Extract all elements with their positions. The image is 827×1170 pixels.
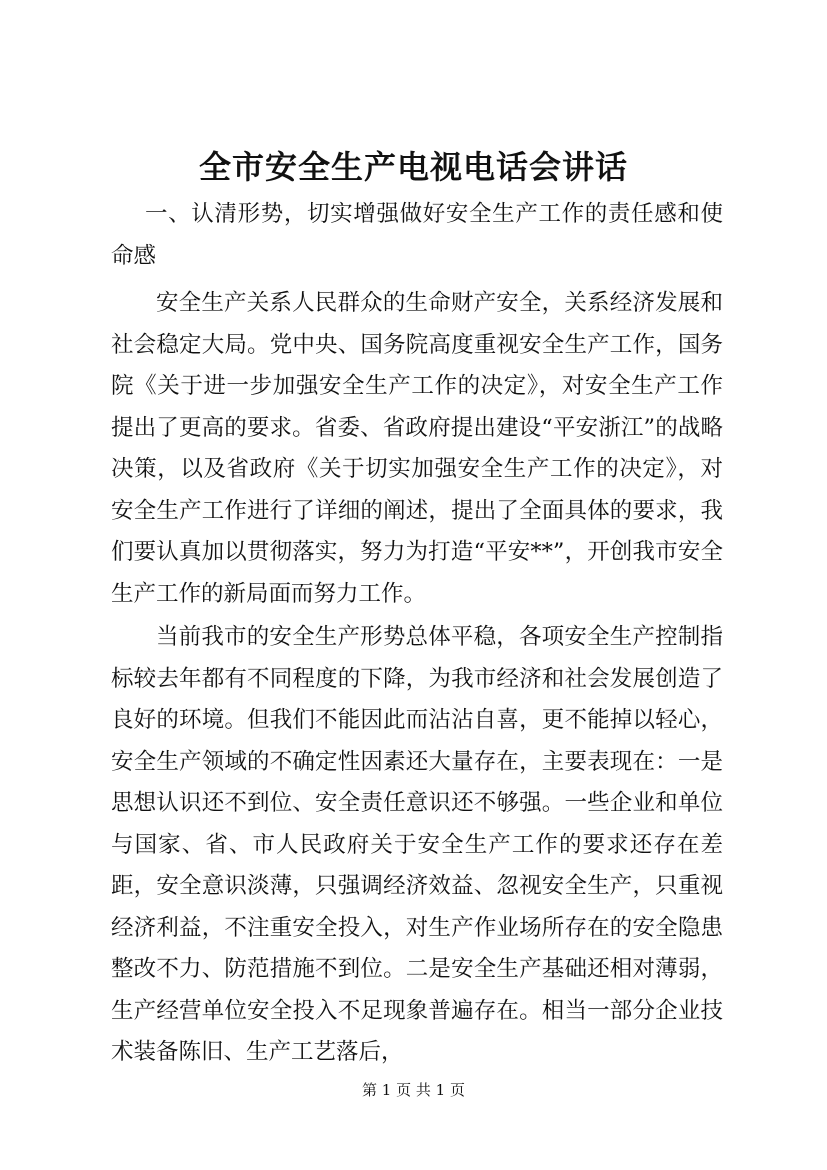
document-title: 全市安全生产电视电话会讲话 [198,148,628,186]
body-paragraph: 安全生产关系人民群众的生命财产安全，关系经济发展和社会稳定大局。党中央、国务院高度重视安全生产工作，国务院《关于进一步加强安全生产工作的决定》，对安全生产工作提出了更高的要求。省委、省政府提出建设“平安浙江”的战略决策，以及省政府《关于切实加强安全生产工作的决定》，对安全生产工作进行了详细的阐述，提出了全面具体的要求，我们要认真加以贯彻落实，努力为打造“平安**”，开创我市安全生产工作的新局面而努力工作。 [111,290,723,607]
page-footer: 第 1 页 共 1 页 [362,1081,465,1099]
document-body [111,194,723,1076]
body-paragraph: 当前我市的安全生产形势总体平稳，各项安全生产控制指标较去年都有不同程度的下降，为我市经济和社会发展创造了良好的环境。但我们不能因此而沾沾自喜，更不能掉以轻心，安全生产领域的不确定性因素还大量存在，主要表现在：一是思想认识还不到位、安全责任意识还不够强。一些企业和单位与国家、省、市人民政府关于安全生产工作的要求还存在差距，安全意识淡薄，只强调经济效益、忽视安全生产，只重视经济利益，不注重安全投入，对生产作业场所存在的安全隐患整改不力、防范措施不到位。二是安全生产基础还相对薄弱，生产经营单位安全投入不足现象普遍存在。相当一部分企业技术装备陈旧、生产工艺落后， [111,624,723,1065]
section-heading: 一、认清形势，切实增强做好安全生产工作的责任感和使命感 [111,201,723,269]
